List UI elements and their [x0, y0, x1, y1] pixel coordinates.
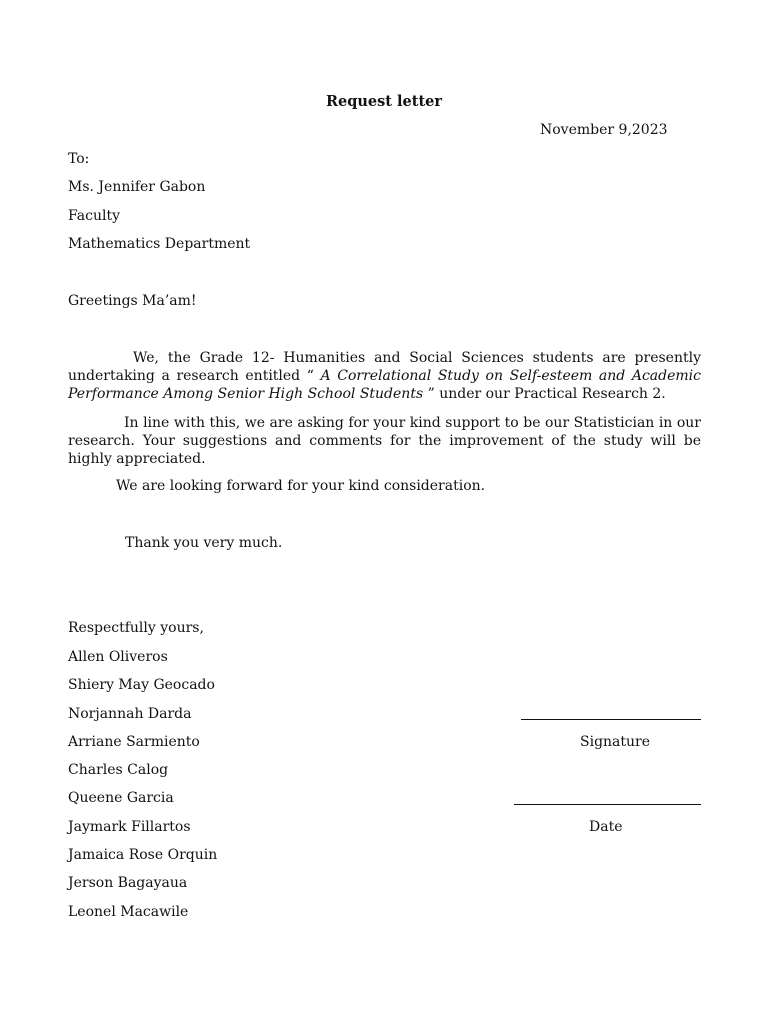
signatory-name: Shiery May Geocado: [68, 677, 215, 693]
body-paragraph-3: We are looking forward for your kind consideration.: [116, 478, 486, 494]
to-label: To:: [68, 151, 90, 167]
signatory-name: Jerson Bagayaua: [68, 875, 188, 891]
thanks-line: Thank you very much.: [125, 535, 283, 551]
signatory-name: Charles Calog: [68, 762, 169, 778]
signature-label: Signature: [580, 734, 651, 750]
letter-date: November 9,2023: [540, 122, 668, 138]
signatory-name: Leonel Macawile: [68, 904, 189, 920]
date-label: Date: [589, 819, 623, 835]
paragraph-1-tail: ” under our Practical Research 2.: [423, 386, 666, 402]
study-title: A Correlational Study on Self-esteem and Academic Performance Among Senior High School Students: [68, 368, 701, 402]
signature-line: [521, 719, 701, 720]
date-line: [514, 804, 701, 805]
paragraph-1-lead: We, the Grade 12- Humanities and Social Sciences students are presently undertaking a research entitled “: [68, 350, 701, 384]
signatory-name: Norjannah Darda: [68, 706, 192, 722]
greeting: Greetings Ma’am!: [68, 293, 197, 309]
signatory-name: Arriane Sarmiento: [68, 734, 200, 750]
signatory-name: Jaymark Fillartos: [68, 819, 191, 835]
recipient-title: Faculty: [68, 208, 120, 224]
body-paragraph-1: [68, 349, 701, 403]
signatory-name: Allen Oliveros: [68, 649, 168, 665]
body-paragraph-2: In line with this, we are asking for your kind support to be our Statistician in our research. Your suggestions and comments for the improvement of the study will be highly appreciated.: [68, 415, 701, 467]
signatory-name: Queene Garcia: [68, 790, 174, 806]
letter-title: Request letter: [325, 93, 443, 110]
recipient-department: Mathematics Department: [68, 236, 251, 252]
signatory-name: Jamaica Rose Orquin: [68, 847, 218, 863]
recipient-name: Ms. Jennifer Gabon: [68, 179, 206, 195]
closing: Respectfully yours,: [68, 620, 204, 636]
